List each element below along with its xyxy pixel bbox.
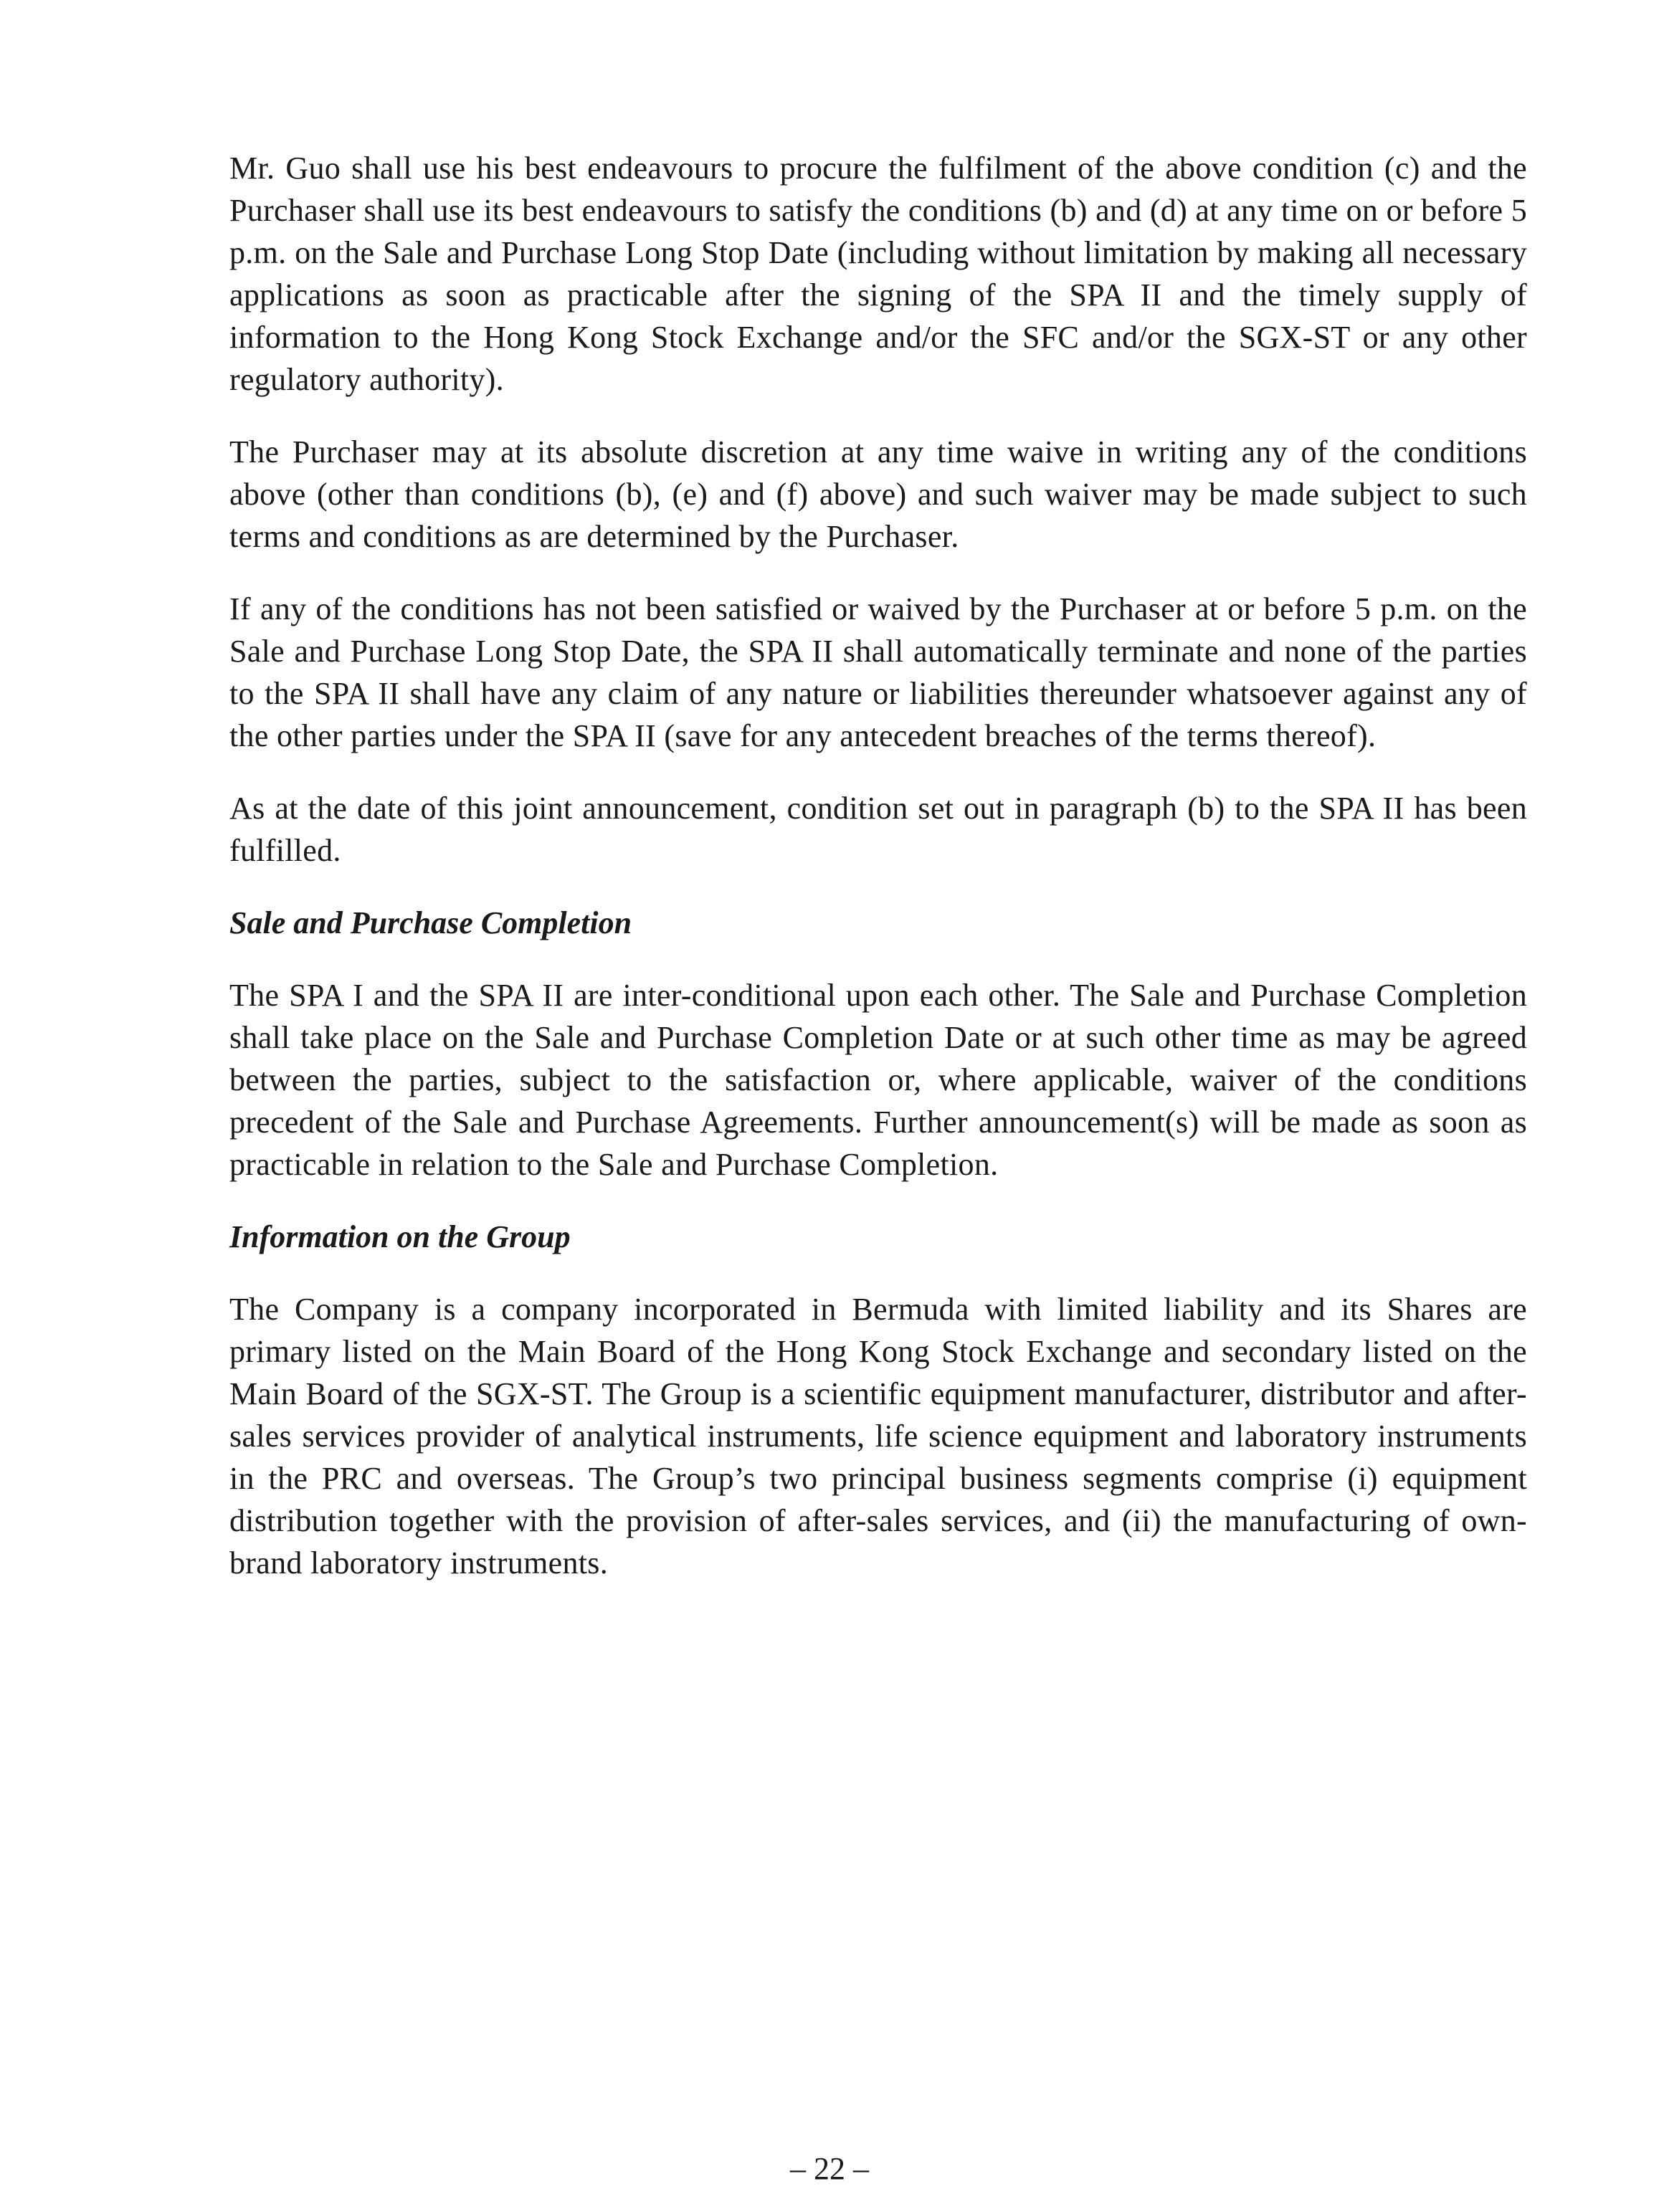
paragraph-group-info: The Company is a company incorporated in Bermuda with limited liability and its Shares are primary listed on the Main Board of the Hong Kong Stock Exchange and secondary listed on the Main Board of the SGX-ST. The Group is a scientific equipment manufacturer, distributor and after-sales services provider of analytical instruments, life science equipment and laboratory instruments in the PRC and overseas. The Group’s two principal business segments comprise (i) equipment distribution together with the provision of after-sales services, and (ii) the manufacturing of own-brand laboratory instruments. — [229, 1292, 1527, 1581]
document-body — [229, 147, 1527, 1614]
heading-information-on-group: Information on the Group — [229, 1219, 571, 1254]
paragraph-condition-fulfilled: As at the date of this joint announcement, condition set out in paragraph (b) to the SPA II has been fulfilled. — [229, 791, 1527, 868]
paragraph-termination: If any of the conditions has not been satisfied or waived by the Purchaser at or before 5 p.m. on the Sale and Purchase Long Stop Date, the SPA II shall automatically terminate and none of the parties to the SPA II shall have any claim of any nature or liabilities thereunder whatsoever against any of the other parties under the SPA II (save for any antecedent breaches of the terms thereof). — [229, 591, 1527, 753]
paragraph-completion: The SPA I and the SPA II are inter-conditional upon each other. The Sale and Purchase Completion shall take place on the Sale and Purchase Completion Date or at such other time as may be agreed between the parties, subject to the satisfaction or, where applicable, waiver of the conditions precedent of the Sale and Purchase Agreements. Further announcement(s) will be made as soon as practicable in relation to the Sale and Purchase Completion. — [229, 978, 1527, 1182]
page-number: – 22 – — [790, 2151, 869, 2186]
paragraph-best-endeavours: Mr. Guo shall use his best endeavours to procure the fulfilment of the above condition (c) and the Purchaser shall use its best endeavours to satisfy the conditions (b) and (d) at any time on or before 5 p.m. on the Sale and Purchase Long Stop Date (including without limitation by making all necessary applications as soon as practicable after the signing of the SPA II and the timely supply of information to the Hong Kong Stock Exchange and/or the SFC and/or the SGX-ST or any other regulatory authority). — [229, 151, 1527, 397]
heading-sale-purchase-completion: Sale and Purchase Completion — [229, 905, 632, 940]
paragraph-waiver: The Purchaser may at its absolute discretion at any time waive in writing any of the conditions above (other than conditions (b), (e) and (f) above) and such waiver may be made subject to such terms and conditions as are determined by the Purchaser. — [229, 434, 1527, 554]
